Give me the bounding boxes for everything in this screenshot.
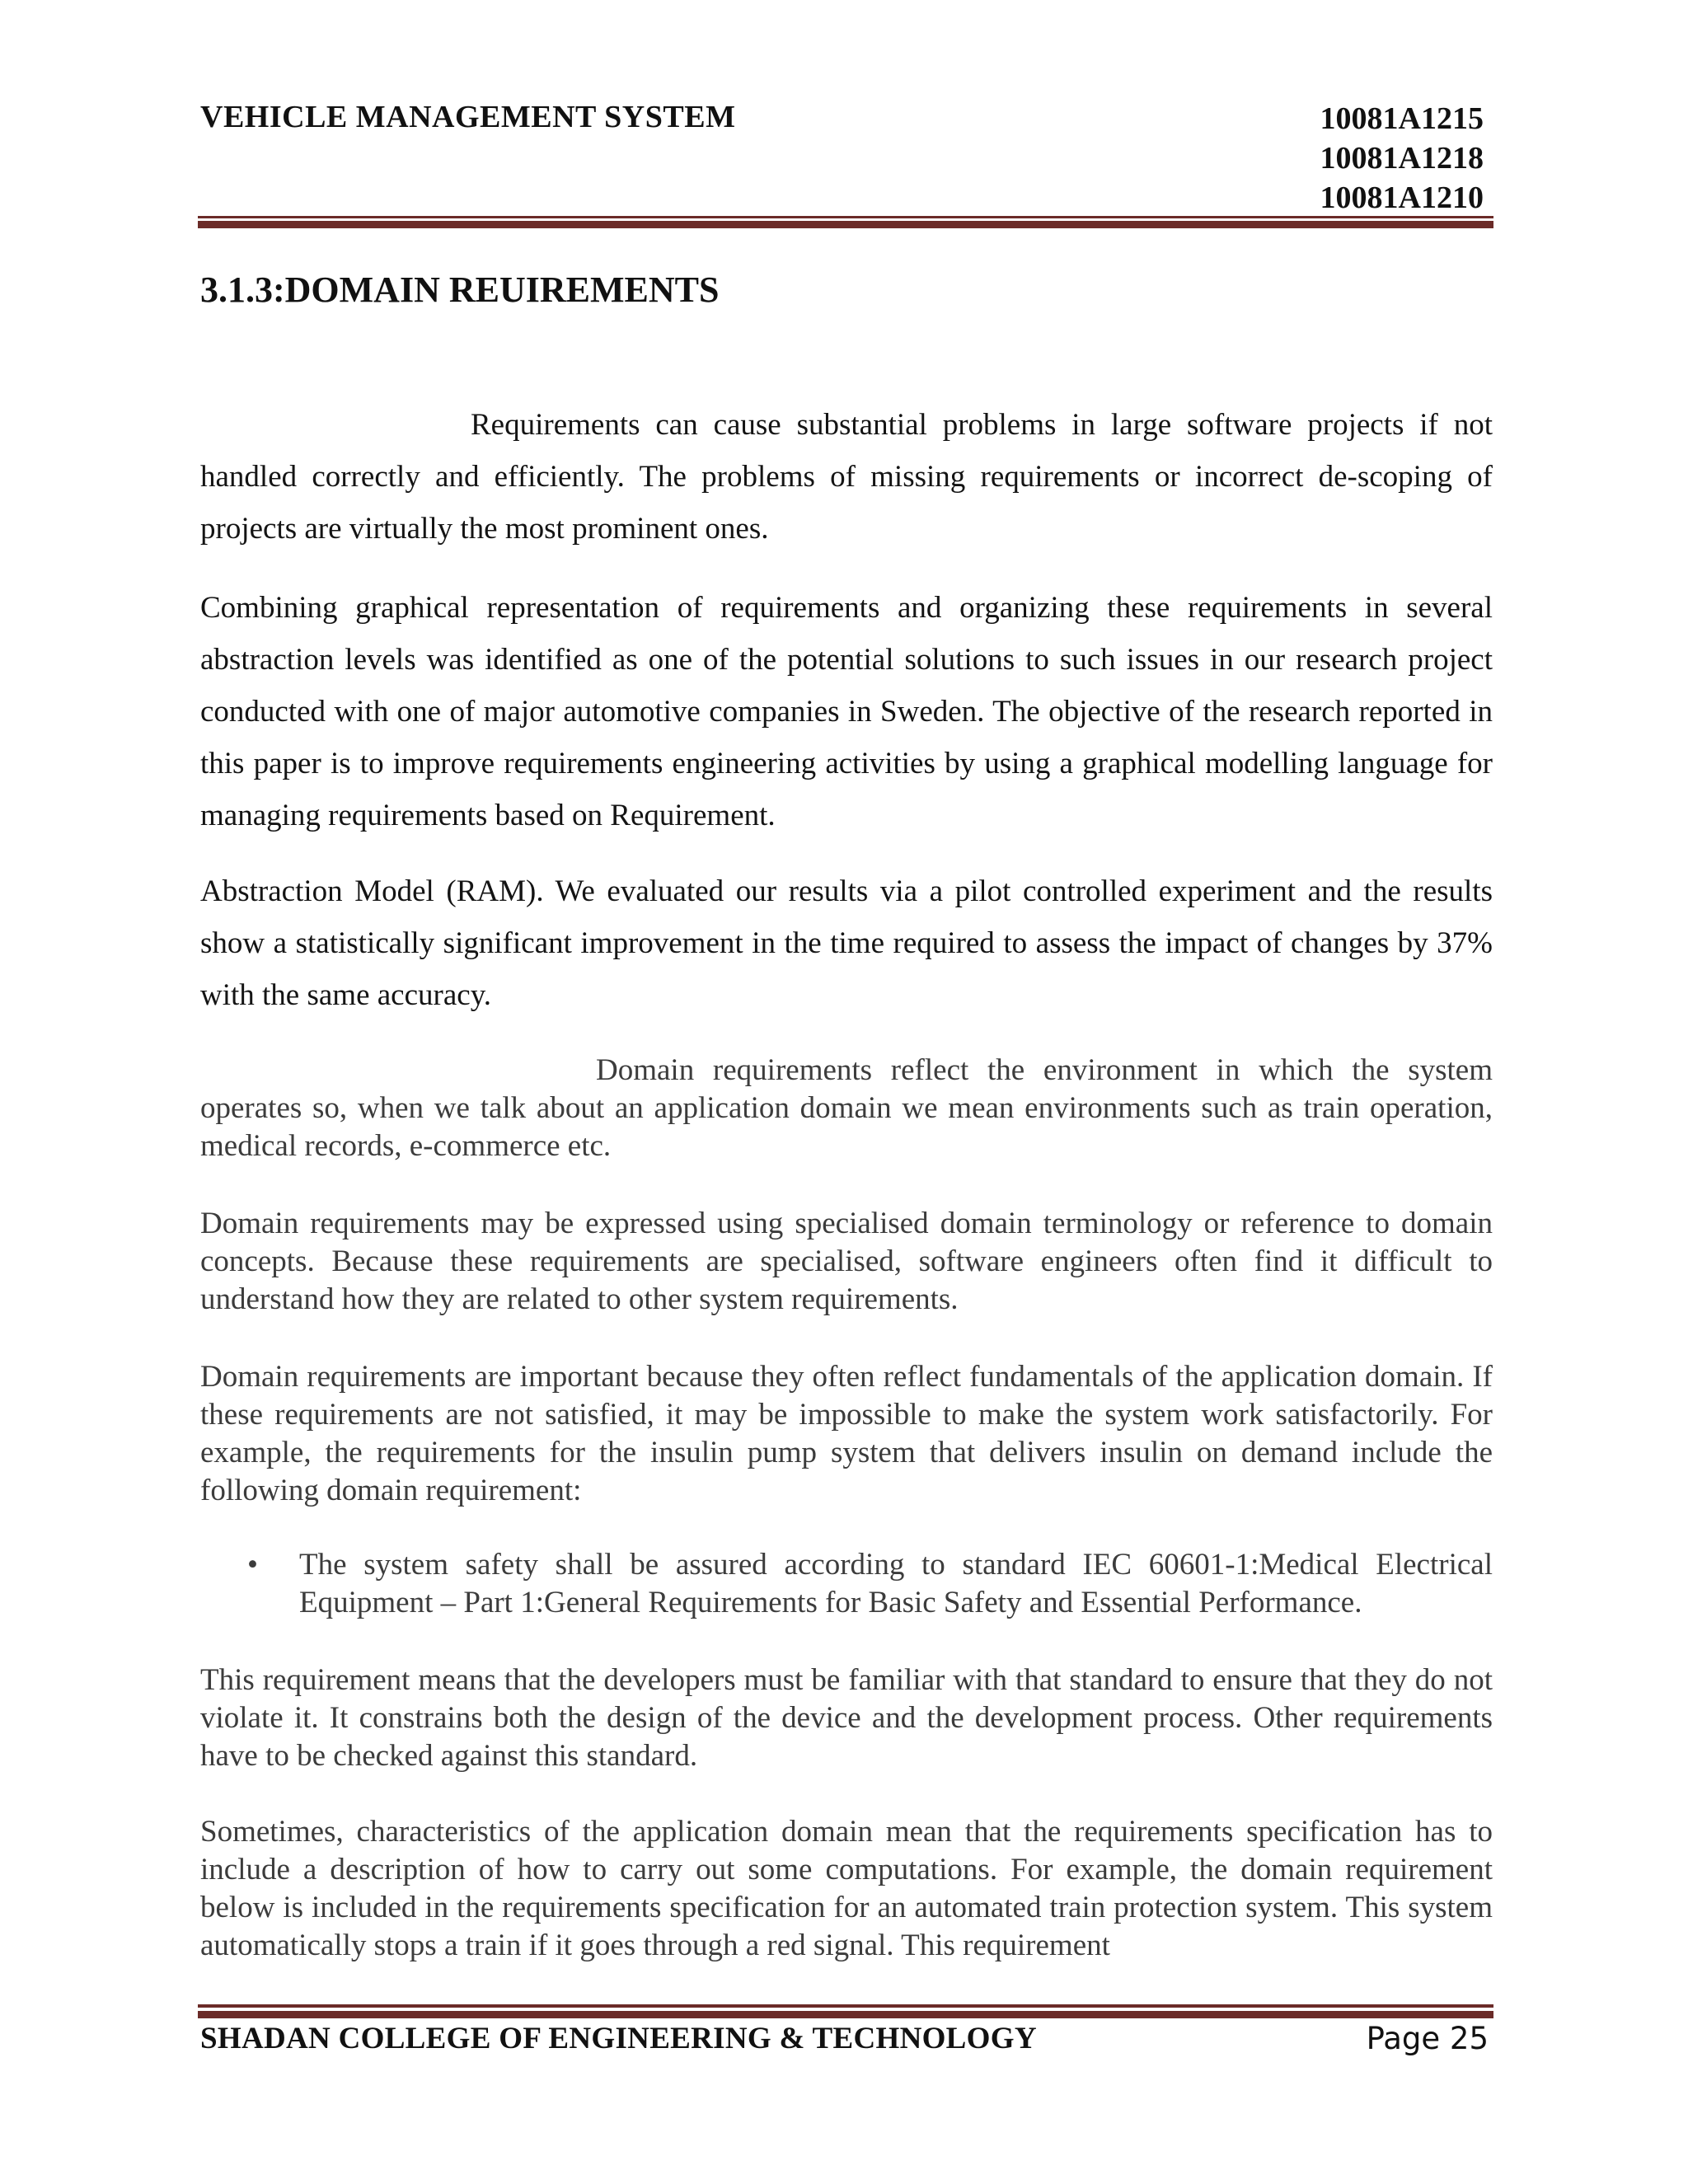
- paragraph-7: [200, 1661, 1493, 1775]
- paragraph-3-text: Abstraction Model (RAM). We evaluated our results via a pilot controlled experiment and the results show a statistically significant improvement in the time required to assess the impact of changes by 37% with the same accuracy.: [200, 874, 1493, 1012]
- paragraph-1-text: Requirements can cause substantial problems in large software projects if not handled correctly and efficiently. The problems of missing requirements or incorrect de-scoping of projects are virtually the most prominent ones.: [200, 408, 1493, 546]
- paragraph-5-text: Domain requirements may be expressed using specialised domain terminology or reference to domain concepts. Because these requirements are specialised, software engineers often find it difficult to understand how they are related to other system requirements.: [200, 1207, 1493, 1316]
- paragraph-2: [200, 582, 1493, 841]
- paragraph-8: [200, 1813, 1493, 1965]
- paragraph-1: [200, 399, 1493, 555]
- footer-college-name: SHADAN COLLEGE OF ENGINEERING & TECHNOLOGY: [200, 2022, 1037, 2055]
- header-rule-thick: [198, 221, 1493, 228]
- footer-rule-thin: [198, 2004, 1493, 2008]
- footer-rule-thick: [198, 2011, 1493, 2018]
- paragraph-4: [200, 1052, 1493, 1165]
- header-id-2: 10081A1218: [1320, 141, 1484, 176]
- paragraph-8-text: Sometimes, characteristics of the application domain mean that the requirements specification has to include a description of how to carry out some computations. For example, the domain requirement below is included in the requirements specification for an automated train protection system. This system automatically stops a train if it goes through a red signal. This requirement: [200, 1815, 1493, 1962]
- paragraph-7-text: This requirement means that the developers must be familiar with that standard to ensure that they do not violate it. It constrains both the design of the device and the development process. Other requirements have to be checked against this standard.: [200, 1663, 1493, 1773]
- header-title: VEHICLE MANAGEMENT SYSTEM: [200, 100, 736, 134]
- bullet-dot-icon: •: [247, 1548, 258, 1582]
- paragraph-6: [200, 1358, 1493, 1510]
- bullet-item: [247, 1546, 1493, 1622]
- paragraph-3: [200, 865, 1493, 1021]
- paragraph-4-text: Domain requirements reflect the environment in which the system operates so, when we talk about an application domain we mean environments such as train operation, medical records, e-commerce etc.: [200, 1053, 1493, 1163]
- paragraph-2-text: Combining graphical representation of requirements and organizing these requirements in several abstraction levels was identified as one of the potential solutions to such issues in our research project conducted with one of major automotive companies in Sweden. The objective of the research reported in this paper is to improve requirements engineering activities by using a graphical modelling language for managing requirements based on Requirement.: [200, 591, 1493, 832]
- header-rule-thin: [198, 216, 1493, 218]
- bullet-item-text: The system safety shall be assured according to standard IEC 60601-1:Medical Electrical Equipment – Part 1:General Requirements for Basic Safety and Essential Performance.: [299, 1548, 1493, 1619]
- header-id-3: 10081A1210: [1320, 180, 1484, 215]
- paragraph-6-text: Domain requirements are important because they often reflect fundamentals of the application domain. If these requirements are not satisfied, it may be impossible to make the system work satisfactorily. For example, the requirements for the insulin pump system that delivers insulin on demand include the following domain requirement:: [200, 1360, 1493, 1507]
- paragraph-5: [200, 1205, 1493, 1319]
- section-heading: 3.1.3:DOMAIN REUIREMENTS: [200, 269, 720, 310]
- footer-page-number: Page 25: [1366, 2021, 1489, 2056]
- header-ids: [1236, 99, 1484, 218]
- header-id-1: 10081A1215: [1320, 101, 1484, 136]
